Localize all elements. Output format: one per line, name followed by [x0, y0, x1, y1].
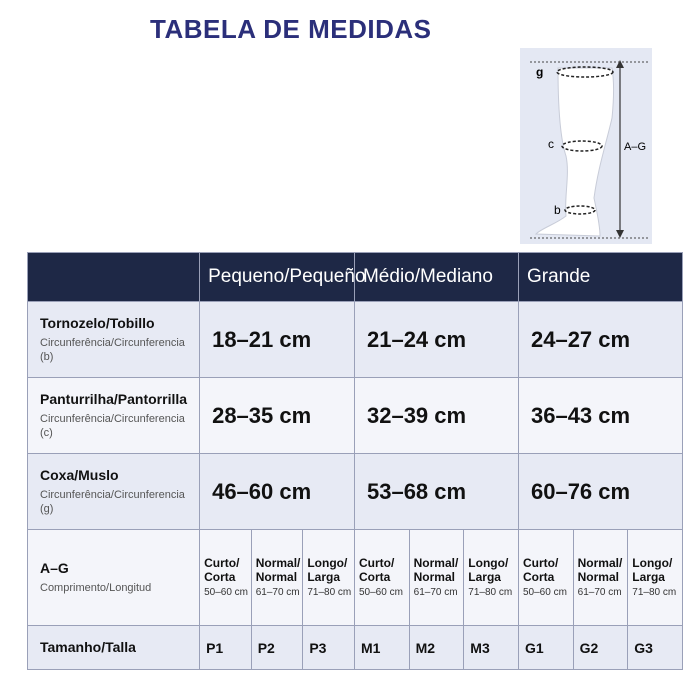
value-cell: 60–76 cm [518, 454, 682, 530]
length-range: 50–60 cm [204, 586, 248, 598]
length-name: Normal/ Normal [413, 555, 459, 584]
size-table [27, 252, 683, 670]
length-range: 71–80 cm [307, 586, 352, 598]
value-cell: 36–43 cm [518, 378, 682, 454]
table-row [28, 378, 683, 454]
label-b: b [554, 203, 561, 217]
value-cell: 46–60 cm [200, 454, 355, 530]
row-label-sub: Comprimento/Longitud [40, 582, 152, 594]
length-name: Normal/ Normal [577, 555, 623, 584]
size-cell: G2 [573, 626, 628, 670]
length-range: 61–70 cm [413, 586, 458, 598]
leg-shape [536, 68, 614, 236]
table-row [28, 530, 683, 626]
row-label-sub: Circunferência/Circunferencia (c) [40, 413, 185, 439]
row-label-main: Tamanho/Talla [40, 639, 136, 655]
length-name: Normal/ Normal [255, 555, 301, 584]
size-cell: M1 [354, 626, 409, 670]
length-cell [354, 530, 409, 626]
length-cell [628, 530, 683, 626]
value-cell: 18–21 cm [200, 302, 355, 378]
row-label-main: A–G [40, 560, 69, 576]
page-title: TABELA DE MEDIDAS [150, 14, 432, 44]
value-cell: 32–39 cm [354, 378, 518, 454]
row-label [28, 530, 200, 626]
size-cell: M3 [464, 626, 519, 670]
size-cell: P2 [251, 626, 303, 670]
ag-arrow-bottom [616, 230, 624, 238]
header-large: Grande [518, 253, 682, 302]
row-label-main: Panturrilha/Pantorrilla [40, 391, 188, 407]
size-cell: P1 [200, 626, 252, 670]
length-name: Longo/ Larga [468, 555, 509, 584]
length-name: Curto/ Corta [522, 555, 559, 584]
row-label [28, 378, 200, 454]
label-ag: A–G [624, 141, 647, 153]
value-cell: 53–68 cm [354, 454, 518, 530]
length-range: 71–80 cm [632, 586, 677, 598]
row-label-sub: Circunferência/Circunferencia (b) [40, 337, 185, 363]
length-name: Longo/ Larga [632, 555, 673, 584]
ag-arrow-top [616, 60, 624, 68]
row-label-main: Tornozelo/Tobillo [40, 315, 155, 331]
length-range: 61–70 cm [255, 586, 300, 598]
label-c: c [548, 137, 554, 151]
length-range: 71–80 cm [468, 586, 513, 598]
row-label-main: Coxa/Muslo [40, 467, 119, 483]
value-cell: 21–24 cm [354, 302, 518, 378]
length-name: Longo/ Larga [307, 555, 348, 584]
length-cell [251, 530, 303, 626]
leg-illustration [520, 48, 652, 244]
length-cell [464, 530, 519, 626]
leg-diagram [520, 48, 652, 244]
table-row [28, 626, 683, 670]
row-label-sub: Circunferência/Circunferencia (g) [40, 489, 185, 515]
value-cell: 28–35 cm [200, 378, 355, 454]
length-cell [573, 530, 628, 626]
header-small: Pequeno/Pequeño [200, 253, 355, 302]
length-cell [200, 530, 252, 626]
length-cell [518, 530, 573, 626]
table-row [28, 454, 683, 530]
row-label [28, 454, 200, 530]
row-label [28, 626, 200, 670]
size-cell: G3 [628, 626, 683, 670]
length-name: Curto/ Corta [204, 555, 240, 584]
header-medium: Médio/Mediano [354, 253, 518, 302]
length-name: Curto/ Corta [358, 555, 395, 584]
size-cell: M2 [409, 626, 464, 670]
table-row [28, 302, 683, 378]
length-cell [303, 530, 355, 626]
row-label [28, 302, 200, 378]
header-blank [28, 253, 200, 302]
length-range: 50–60 cm [358, 586, 403, 598]
length-range: 61–70 cm [577, 586, 622, 598]
size-cell: G1 [518, 626, 573, 670]
size-cell: P3 [303, 626, 355, 670]
length-range: 50–60 cm [522, 586, 567, 598]
value-cell: 24–27 cm [518, 302, 682, 378]
label-g: g [536, 65, 544, 79]
length-cell [409, 530, 464, 626]
